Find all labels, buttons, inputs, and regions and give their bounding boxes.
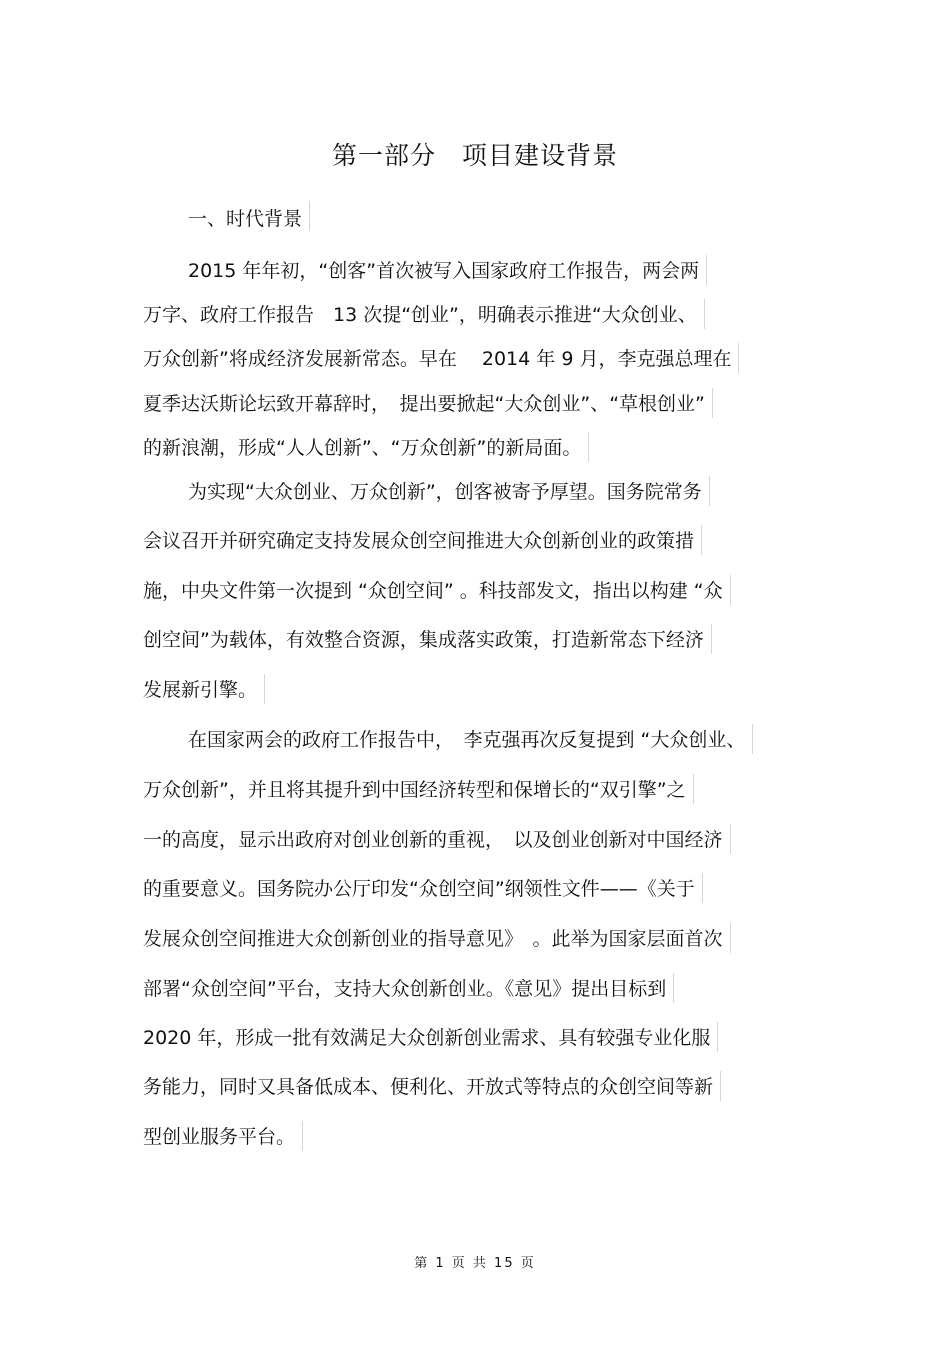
document-title: 第一部分 项目建设背景 <box>331 141 618 170</box>
paragraph-1-line-4: 夏季达沃斯论坛致开幕辞时， 提出要掀起“大众创业”、“草根创业” <box>143 391 713 417</box>
paragraph-2-line-1: 为实现“大众创业、万众创新”，创客被寄予厚望。国务院常务 <box>188 479 710 505</box>
paragraph-3-line-9: 型创业服务平台。 <box>143 1124 303 1150</box>
paragraph-3-line-6: 部署“众创空间”平台，支持大众创新创业。《意见》提出目标到 <box>143 976 674 1002</box>
paragraph-1-line-2: 万字、政府工作报告 13 次提“创业”，明确表示推进“大众创业、 <box>143 302 705 328</box>
paragraph-3-line-2: 万众创新”，并且将其提升到中国经济转型和保增长的“双引擎”之 <box>143 777 694 803</box>
paragraph-3-line-3: 一的高度，显示出政府对创业创新的重视， 以及创业创新对中国经济 <box>143 827 731 853</box>
paragraph-3-line-7: 2020 年，形成一批有效满足大众创新创业需求、具有较强专业化服 <box>143 1025 718 1051</box>
page-number-footer: 第 1 页 共 15 页 <box>414 1256 536 1271</box>
paragraph-3-line-4: 的重要意义。国务院办公厅印发“众创空间”纲领性文件——《关于 <box>143 876 703 902</box>
paragraph-3-line-1: 在国家两会的政府工作报告中， 李克强再次反复提到 “大众创业、 <box>188 727 753 753</box>
paragraph-2-line-2: 会议召开并研究确定支持发展众创空间推进大众创新创业的政策措 <box>143 528 702 554</box>
paragraph-1-line-3: 万众创新”将成经济发展新常态。早在 2014 年 9 月，李克强总理在 <box>143 346 739 372</box>
paragraph-3-line-5: 发展众创空间推进大众创新创业的指导意见》 。此举为国家层面首次 <box>143 926 731 952</box>
paragraph-1-line-5: 的新浪潮，形成“人人创新”、“万众创新”的新局面。 <box>143 435 589 461</box>
paragraph-2-line-3: 施，中央文件第一次提到 “众创空间” 。科技部发文，指出以构建 “众 <box>143 578 731 604</box>
section-heading: 一、时代背景 <box>188 204 310 231</box>
paragraph-2-line-4: 创空间”为载体，有效整合资源，集成落实政策，打造新常态下经济 <box>143 627 712 653</box>
paragraph-1-line-1: 2015 年年初，“创客”首次被写入国家政府工作报告，两会两 <box>188 258 707 284</box>
paragraph-2-line-5: 发展新引擎。 <box>143 677 265 703</box>
paragraph-3-line-8: 务能力，同时又具备低成本、便利化、开放式等特点的众创空间等新 <box>143 1074 721 1100</box>
